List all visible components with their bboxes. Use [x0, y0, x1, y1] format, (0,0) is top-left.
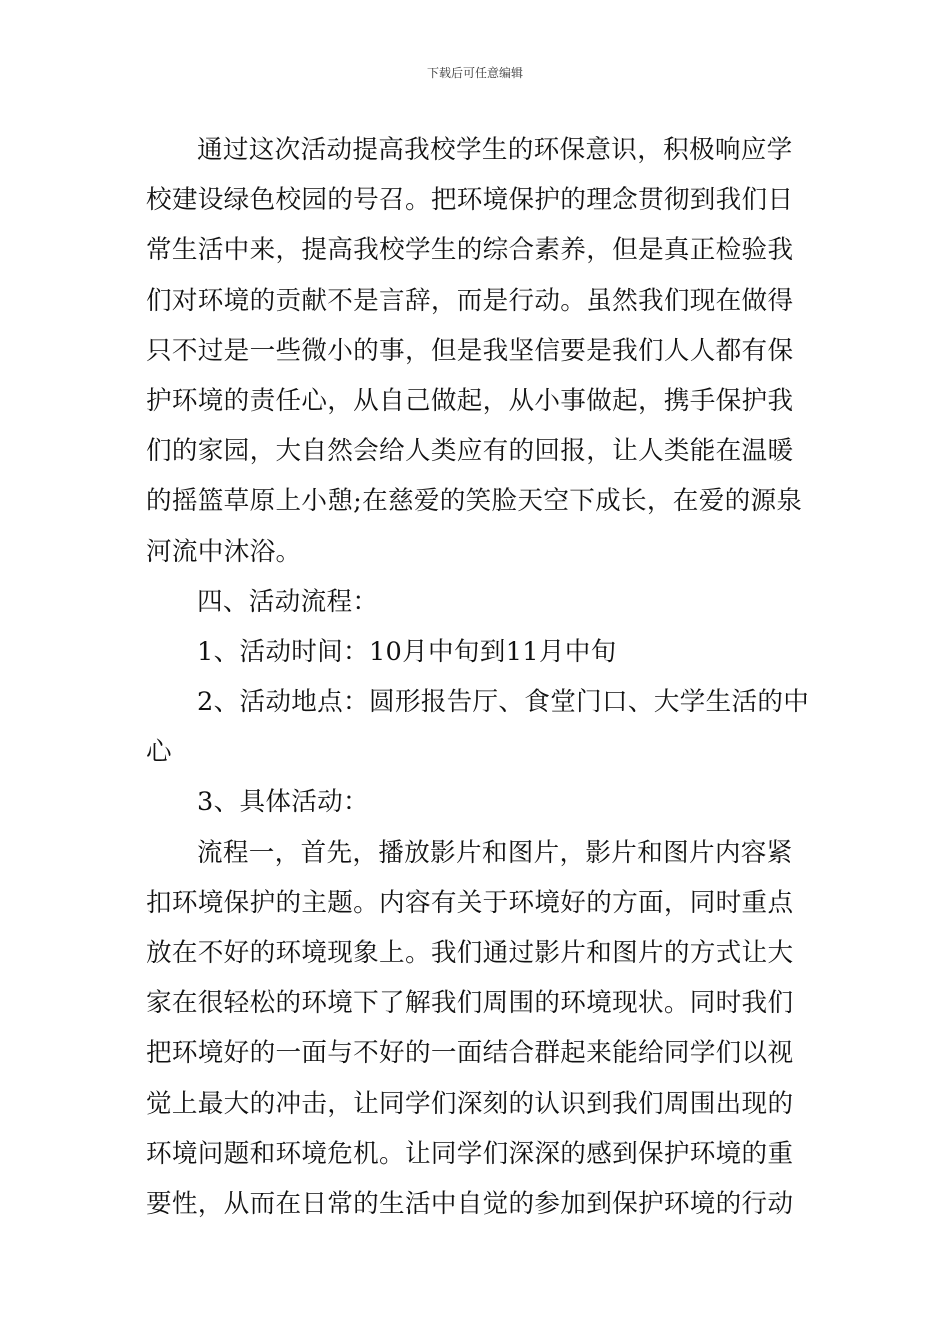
body-line: 要性，从而在日常的生活中自觉的参加到保护环境的行动: [146, 1188, 794, 1219]
body-line: 通过这次活动提高我校学生的环保意识，积极响应学: [197, 135, 793, 165]
page-header: 下载后可任意编辑: [426, 66, 523, 80]
body-line: 把环境好的一面与不好的一面结合群起来能给同学们以视: [146, 1038, 794, 1069]
section-heading: 四、活动流程：: [197, 586, 379, 617]
body-line: 的摇篮草原上小憩;在慈爱的笑脸天空下成长，在爱的源泉: [146, 486, 803, 517]
body-line: 流程一，首先，播放影片和图片，影片和图片内容紧: [197, 837, 793, 868]
body-line: 校建设绿色校园的号召。把环境保护的理念贯彻到我们日: [146, 185, 794, 216]
body-line: 环境问题和环境危机。让同学们深深的感到保护环境的重: [146, 1138, 794, 1169]
list-item: 1、活动时间：10月中旬到11月中旬: [197, 636, 617, 667]
body-line: 扣环境保护的主题。内容有关于环境好的方面，同时重点: [146, 887, 794, 918]
list-item: 2、活动地点：圆形报告厅、食堂门口、大学生活的中: [197, 687, 810, 718]
body-line: 觉上最大的冲击，让同学们深刻的认识到我们周围出现的: [146, 1088, 794, 1119]
body-line: 放在不好的环境现象上。我们通过影片和图片的方式让大: [146, 938, 794, 968]
body-line: 护环境的责任心，从自己做起，从小事做起，携手保护我: [146, 385, 794, 416]
body-line: 常生活中来，提高我校学生的综合素养，但是真正检验我: [146, 235, 794, 266]
body-line: 心: [146, 737, 172, 768]
document-body: [146, 125, 810, 1229]
body-line: 们对环境的贡献不是言辞，而是行动。虽然我们现在做得: [146, 285, 794, 316]
body-line: 们的家园，大自然会给人类应有的回报，让人类能在温暖: [146, 436, 794, 467]
body-line: 河流中沐浴。: [146, 536, 302, 567]
list-item: 3、具体活动：: [197, 787, 369, 818]
body-line: 家在很轻松的环境下了解我们周围的环境现状。同时我们: [146, 988, 794, 1019]
body-line: 只不过是一些微小的事，但是我坚信要是我们人人都有保: [146, 335, 794, 366]
